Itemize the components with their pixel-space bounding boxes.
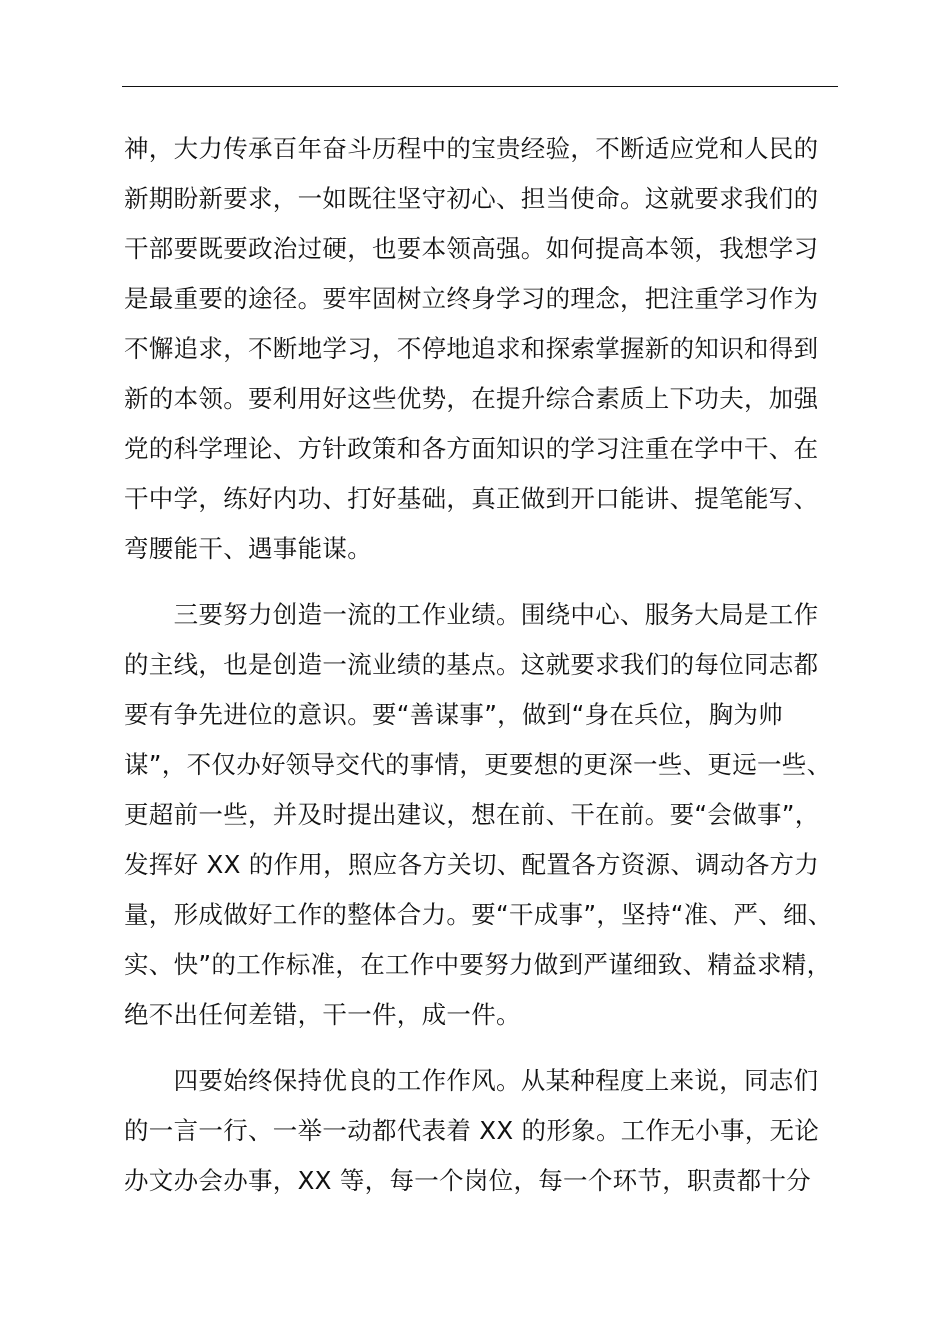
text-line: 党的科学理论、方针政策和各方面知识的学习注重在学中干、在 <box>124 434 819 463</box>
text-line: 新期盼新要求，一如既往坚守初心、担当使命。这就要求我们的 <box>124 184 819 213</box>
text-line: 四要始终保持优良的工作作风。从某种程度上来说，同志们 <box>124 1066 819 1095</box>
text-line: 的主线，也是创造一流业绩的基点。这就要求我们的每位同志都 <box>124 650 819 679</box>
text-line: 量，形成做好工作的整体合力。要“干成事”，坚持“准、严、细、 <box>124 900 833 929</box>
paragraph-1 <box>124 124 844 574</box>
paragraph-2 <box>124 590 844 1040</box>
paragraph-gap <box>124 574 844 590</box>
document-body <box>124 124 844 1206</box>
paragraph-gap <box>124 1040 844 1056</box>
header-rule <box>122 86 838 87</box>
text-line: 办文办会办事，XX 等，每一个岗位，每一个环节，职责都十分 <box>124 1166 812 1195</box>
text-line: 是最重要的途径。要牢固树立终身学习的理念，把注重学习作为 <box>124 284 819 313</box>
text-line: 实、快”的工作标准，在工作中要努力做到严谨细致、精益求精， <box>124 950 832 979</box>
text-line: 弯腰能干、遇事能谋。 <box>124 534 372 563</box>
text-line: 谋”，不仅办好领导交代的事情，更要想的更深一些、更远一些、 <box>124 750 832 779</box>
text-line: 绝不出任何差错，干一件，成一件。 <box>124 1000 521 1029</box>
text-line: 干部要既要政治过硬，也要本领高强。如何提高本领，我想学习 <box>124 234 819 263</box>
paragraph-3 <box>124 1056 844 1206</box>
text-line: 三要努力创造一流的工作业绩。围绕中心、服务大局是工作 <box>124 600 819 629</box>
text-line: 发挥好 XX 的作用，照应各方关切、配置各方资源、调动各方力 <box>124 850 820 879</box>
text-line: 要有争先进位的意识。要“善谋事”，做到“身在兵位，胸为帅 <box>124 700 783 729</box>
text-line: 干中学，练好内功、打好基础，真正做到开口能讲、提笔能写、 <box>124 484 819 513</box>
text-line: 新的本领。要利用好这些优势，在提升综合素质上下功夫，加强 <box>124 384 819 413</box>
text-line: 的一言一行、一举一动都代表着 XX 的形象。工作无小事，无论 <box>124 1116 820 1145</box>
text-line: 不懈追求，不断地学习，不停地追求和探索掌握新的知识和得到 <box>124 334 819 363</box>
text-line: 更超前一些，并及时提出建议，想在前、干在前。要“会做事”， <box>124 800 820 829</box>
text-line: 神，大力传承百年奋斗历程中的宝贵经验，不断适应党和人民的 <box>124 134 819 163</box>
